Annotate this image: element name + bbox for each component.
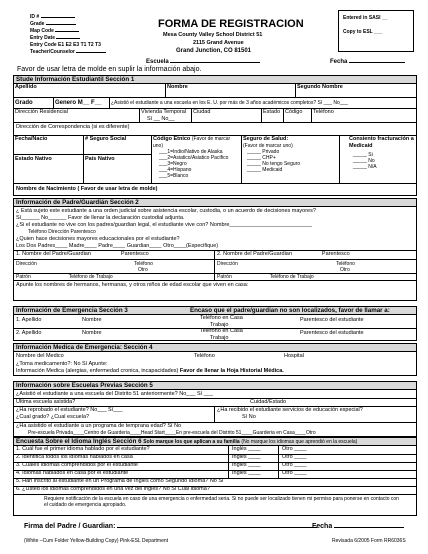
s1-bio-block — [13, 136, 417, 184]
emergency2-parentesco[interactable]: Parentesco del estudiante — [300, 330, 364, 336]
emergency1-phone[interactable]: Teléfono en Casa Trabajo — [200, 315, 243, 328]
instruction-text: Favor de usar letra de molde en suplir la información abajo. — [17, 66, 202, 73]
codigo-etnico-sub: (Favor de marcar uno) — [153, 136, 231, 149]
siblings-field[interactable]: Apunte los nombres de hermanos, hermanas, y otros niños de edad escolar que viven en casa: — [13, 281, 417, 301]
hospital-field[interactable]: Hospital — [284, 353, 304, 359]
consiento-option[interactable]: _____ No — [353, 158, 375, 164]
etnico-option[interactable]: ___2=Asiatico/Asiatico Pacifico — [159, 155, 229, 161]
s1-grade-row — [13, 98, 417, 109]
medico-field[interactable]: Nombre del Medico — [16, 353, 64, 359]
apellido-field[interactable]: Apellido — [14, 84, 166, 97]
etnico-option[interactable]: ___1=Indio/Nativo de Alaska — [159, 149, 223, 155]
medicamento-field[interactable]: ¿Toma medicamento?: No Sí Apunte: — [16, 361, 108, 367]
language-q3: 3. Cuales idiomas comprendidos por el estudiante — [16, 462, 138, 468]
section1-header: Stude Información Estudiantil Sección 1 — [13, 75, 417, 84]
early-program-question[interactable]: ¿Ha asistido el estudiante a un programa de temprana edad? Sí No — [16, 423, 182, 429]
etnico-option[interactable]: ___4=Hispano — [159, 167, 192, 173]
decisions-question: ¿Quien hace decisiones mayores educacionales por el estudiante? — [16, 236, 180, 242]
emergency2-apellido[interactable]: 2. Apellido — [16, 330, 42, 336]
copy-esl-label: Copy to ESL ___ — [343, 29, 383, 35]
city-state-field[interactable]: Cuidad/Estado — [250, 399, 287, 405]
section6-header: Encuesta Sobre el Idioma Inglés Sección 6 Solo marque los que aplican a su familia (No marque los idiomas que aprendió en la escuela) — [13, 437, 417, 446]
early-program-options[interactable]: Pre-escuela Privada____Centro de Guarderia____Head Start____En pre-escuela del Distrito 51____Guarderia en Casa____Otro — [28, 430, 316, 436]
language-q1: 1. Cuál fue el primer idioma hablado por el estudiante? — [16, 446, 150, 452]
prior-d51-question[interactable]: ¿Asistió el estudiante a una escuela del Distrito 51 anteriormente? No___ Sí ___ — [16, 391, 213, 397]
header-field-grade: Grade — [30, 21, 76, 27]
revision-label: Revisada 6/2005 Form RR6036S — [332, 538, 406, 544]
ciudad-field[interactable]: Ciudad — [192, 109, 262, 122]
codigo-etnico-cell — [152, 136, 242, 183]
emergency1-nombre[interactable]: Nombre — [82, 317, 102, 323]
form-title: FORMA DE REGISTRACION — [158, 18, 304, 30]
language-q4: 4. Idiomas hablados en casa por el estudiante — [16, 470, 129, 476]
district-name: Mesa County Valley School District 51 — [163, 32, 263, 38]
lives-with-question[interactable]: ¿Si el estudiante no vive con los padres/guardian legal, el estudiante vive con? Nombre___________________________ — [16, 222, 312, 228]
segundo-nombre-field[interactable]: Segundo Nombre — [297, 84, 343, 90]
emergency2-phone[interactable]: Teléfono en Casa Trabajo — [200, 328, 243, 341]
parent2-name-field[interactable]: 2. Nombre del Padre/Guardian Parentesco — [217, 251, 350, 257]
seguro-social-field[interactable]: # Seguro Social — [85, 136, 127, 142]
language-q2-english[interactable]: Inglés ____ — [232, 454, 261, 460]
retained-details[interactable]: ¿Cual grado? ¿Cual escuela? — [16, 414, 90, 420]
salud-option[interactable]: _____ CHP+ — [247, 154, 276, 161]
header-field-id: ID # — [30, 14, 75, 20]
special-ed-question[interactable]: ¿Ha recibido el estudiante servicios de educación especial? — [217, 407, 363, 413]
header-field-map-code: Map Code — [30, 28, 79, 34]
genero-field[interactable]: Genero M__ F__ — [54, 98, 110, 108]
consiento-cell — [340, 136, 418, 183]
asistio-question: ¿Asistió el estudiante a una escuela en los E. U. por más de 3 años académicos completos? Sí ___ No___ — [111, 100, 349, 106]
custody-question: ¿ Está sujeto este estudiante a una orden judicial sobre asistencia escolar, custodia, o un acuerdo de decisiones mayores? — [16, 208, 316, 214]
decisions-answer[interactable]: Los Dos Padres____ Madre____ Padre____ Guardian____ Otro____(Especifique) — [16, 243, 219, 249]
direccion-residencial-field[interactable]: Dirección Residencial — [14, 109, 140, 122]
section3-header: Información de Emergencia Sección 3 Encaso que el padre/guardian no son localizados, favor de llamar a: — [13, 306, 417, 315]
signature-date-field[interactable]: Fecha — [312, 523, 404, 531]
district-address-line2: Grand Junction, CO 81501 — [176, 48, 252, 54]
s1-address-row — [13, 109, 417, 123]
header-field-teacher: Teacher/Counselor — [30, 49, 106, 55]
section4-header: Información Medica de Emergencia: Sección 4 — [13, 343, 417, 352]
s3-contacts — [13, 315, 417, 341]
language-q4-other[interactable]: Otro ____ — [282, 470, 307, 476]
lives-with-details[interactable]: Teléfono Dirección Parentesco — [28, 229, 96, 235]
salud-option[interactable]: _____ No tengo Seguro — [247, 160, 301, 167]
medical-info-field[interactable]: Información Medica (alergias, enfermedad cronica, incapacidades) Favor de llenar la Hoja Historial Médica. — [16, 368, 284, 374]
office-use-box — [338, 10, 414, 52]
parent1-employer-field[interactable]: Patrón Teléfono de Trabajo — [16, 274, 113, 280]
s6-language — [13, 446, 417, 516]
language-q1-english[interactable]: Inglés ____ — [232, 446, 261, 452]
s4-medical — [13, 352, 417, 376]
parent1-phone-field[interactable]: Teléfono Otro — [134, 261, 153, 273]
fecha-nacio-cell — [14, 136, 84, 183]
estado-nativo-field[interactable]: Estado Nativo — [15, 156, 52, 162]
language-q3-other[interactable]: Otro ____ — [282, 462, 307, 468]
grado-field[interactable]: Grado — [14, 98, 54, 108]
parent1-address-field[interactable]: Dirección — [16, 261, 37, 267]
codigo-field[interactable]: Código — [284, 109, 312, 122]
telefono-field[interactable]: Teléfono — [313, 109, 334, 115]
s1-birthname-row — [13, 184, 417, 196]
salud-option[interactable]: _____ Privado — [247, 148, 280, 155]
escuela-field[interactable]: Escuela — [146, 59, 260, 66]
language-q2-other[interactable]: Otro ____ — [282, 454, 307, 460]
emergency2-nombre[interactable]: Nombre — [82, 330, 102, 336]
fecha-nacio-field[interactable]: Fecha/Nacio — [15, 136, 48, 142]
language-q4-english[interactable]: Inglés ____ — [232, 470, 261, 476]
codigo-etnico-label: Código Etnico — [153, 136, 191, 142]
estado-field[interactable]: Estado — [262, 109, 284, 122]
other-language-question[interactable]: 6. ¿Usted los idiomas comprendidos en una vez del inglés? No Si Cual idioma? — [16, 486, 210, 492]
emergency1-apellido[interactable]: 1. Apellido — [16, 317, 42, 323]
consiento-label: Consiento fracturación a Medicaid — [349, 136, 414, 149]
salud-option[interactable]: _____ Medicaid — [247, 166, 283, 173]
header-field-entry-date: Entry Date — [30, 35, 80, 41]
custody-answer[interactable]: Sí______ No______ Favor de llenar la declaración custodial adjunta. — [16, 215, 185, 221]
parent-signature-field[interactable]: Firma del Padre / Guardian: — [24, 523, 317, 531]
emergency-consent-note: Requiere notificación de la escuela en caso de una emergencia o enfermedad seria. Si no puede ser localizado tienen mi permiso para ponerse en contacto con el cuidado de emergencia apropiado. — [44, 496, 399, 508]
vivienda-temporal-field[interactable]: Vivienda Temporal Sí __ No__ — [140, 109, 192, 122]
section2-header: Información de Padre/Guardián Sección 2 — [13, 198, 417, 207]
s1-name-row — [13, 84, 417, 98]
retained-question[interactable]: ¿Ha reprobado el estudiante? No___ Sí___ — [16, 407, 123, 413]
etnico-option[interactable]: ___3=Negro — [159, 161, 187, 167]
language-q1-other[interactable]: Otro ____ — [282, 446, 307, 452]
esl-program-question[interactable]: 5. Han inscrito al estudiante en un Programa de Inglés como Segundo Idioma? No Si — [16, 478, 224, 484]
copy-distribution: (White –Cum Folder Yellow-Building Copy) Pink-ESL Department — [24, 538, 169, 544]
pais-nativo-field[interactable]: País Nativo — [85, 156, 115, 162]
last-school-field[interactable]: Ultima escuela asistida? — [16, 399, 76, 405]
district-address-line1: 2115 Grand Avenue — [193, 40, 244, 46]
consiento-option[interactable]: _____ N/A — [353, 164, 377, 170]
s5-schools — [13, 390, 417, 437]
language-q3-english[interactable]: Inglés ____ — [232, 462, 261, 468]
section5-header: Información sobre Escuelas Previas Sección 5 — [13, 381, 417, 390]
medico-telefono-field[interactable]: Teléfono — [194, 353, 215, 359]
parent2-address-field[interactable]: Dirección — [217, 261, 238, 267]
seguro-salud-cell — [242, 136, 340, 183]
nombre-field[interactable]: Nombre — [166, 84, 296, 97]
parent2-employer-field[interactable]: Patrón Teléfono de Trabajo — [217, 274, 314, 280]
direccion-correspondencia-field[interactable]: Dirección de Correspondencia (si es diferente) — [13, 123, 417, 136]
seguro-salud-sub: (Favor de marcar uno) — [243, 142, 293, 149]
parent2-phone-field[interactable]: Teléfono Otro — [336, 261, 355, 273]
parent1-name-field[interactable]: 1. Nombre del Padre/Guardian Parentesco — [16, 251, 149, 257]
seguro-salud-label: Seguro de Salud: — [243, 136, 289, 142]
special-ed-answer[interactable]: Sí No — [242, 414, 256, 420]
header-field-entry-code: Entry Code E1 E2 E3 T1 T2 T3 — [30, 42, 101, 48]
language-q2: 2. Identifica todos los idiomas hablados en casa — [16, 454, 133, 460]
seguro-social-cell — [84, 136, 152, 183]
consiento-option[interactable]: _____ Si — [353, 152, 373, 158]
nombre-nacimiento-field[interactable]: Nombre de Nacimiento ( Favor de usar letra de molde) — [16, 186, 158, 192]
etnico-option[interactable]: ___5=Blanco — [159, 173, 189, 179]
s2-questions — [13, 207, 417, 281]
emergency1-parentesco[interactable]: Parentesco del estudiante — [300, 317, 364, 323]
fecha-field[interactable]: Fecha — [330, 59, 405, 66]
entered-sasi-label: Entered in SASI __ — [343, 15, 388, 21]
